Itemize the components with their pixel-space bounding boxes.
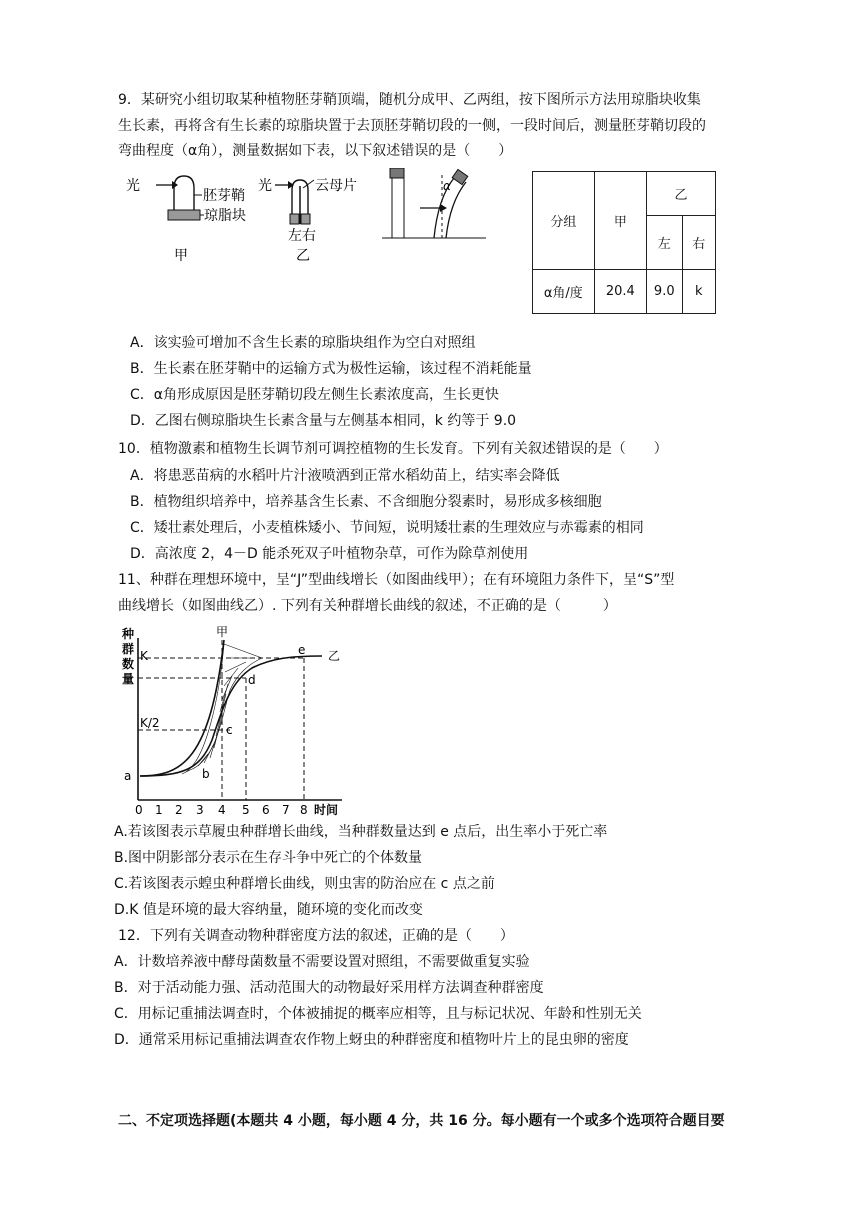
x-tick-6: 6 [262,803,270,817]
group-b-label: 乙 [296,248,310,264]
decapitated-segment [392,178,404,238]
q12-option-c: C．用标记重捕法调查时，个体被捕捉的概率应相等，且与标记状况、年龄和性别无关 [114,1006,642,1022]
x-axis-label: 时间 [314,803,339,817]
q12-stem: 12．下列有关调查动物种群密度方法的叙述，正确的是（ ） [118,928,514,944]
coleoptile-label: 胚芽鞘 [203,188,245,204]
curve-s [140,656,322,776]
group-a-label: 甲 [174,248,188,264]
q10-option-a: A．将患恶苗病的水稻叶片汁液喷洒到正常水稻幼苗上，结实率会降低 [130,468,560,484]
table-cell-right: k [682,270,715,314]
light-label-b: 光 [258,178,272,194]
q11-option-a: A.若该图表示草履虫种群增长曲线，当种群数量达到 e 点后，出生率小于死亡率 [114,824,608,840]
q12-option-a: A．计数培养液中酵母菌数量不需要设置对照组，不需要做重复实验 [114,954,530,970]
curve-j [140,640,224,776]
q9-coleoptile-figure [120,168,525,268]
y-axis-label-char: 群 [122,642,135,656]
k-label: K [140,649,148,663]
q11-option-c: C.若该图表示蝗虫种群增长曲线，则虫害的防治应在 c 点之前 [114,876,495,892]
q11-stem-line-2: 曲线增长（如图曲线乙）. 下列有关种群增长曲线的叙述，不正确的是（ ） [118,598,617,614]
q10-stem: 10．植物激素和植物生长调节剂可调控植物的生长发育。下列有关叙述错误的是（ ） [118,441,668,457]
q9-option-a: A．该实验可增加不含生长素的琼脂块组作为空白对照组 [130,335,476,351]
table-cell-a: 20.4 [594,270,646,314]
point-e: e [298,643,306,657]
table-row-label: α角/度 [533,270,595,314]
x-tick-0: 0 [135,803,143,817]
x-tick-8: 8 [300,803,308,817]
left-right-label: 左右 [288,228,316,244]
q12-option-d: D．通常采用标记重捕法调查农作物上蚜虫的种群密度和植物叶片上的昆虫卵的密度 [114,1032,629,1048]
x-tick-1: 1 [155,803,163,817]
y-axis-label-char: 种 [122,627,135,641]
point-a: a [124,769,132,783]
agar-on-segment [390,168,404,178]
table-header-a: 甲 [594,172,646,270]
x-tick-2: 2 [175,803,183,817]
coleoptile-tip-a [174,176,194,210]
section-2-heading: 二、不定项选择题(本题共 4 小题，每小题 4 分，共 16 分。每小题有一个或多个选项符合题目要 [118,1113,725,1129]
series-label-j: 甲 [216,625,229,639]
k-half-label: K/2 [140,716,160,730]
table-header-left: 左 [646,216,682,270]
q11-option-d: D.K 值是环境的最大容纳量，随环境的变化而改变 [114,902,423,918]
q9-data-table [532,171,716,314]
point-b: b [202,767,210,781]
agar-block-left [290,214,299,224]
q9-stem-line-1: 9．某研究小组切取某种植物胚芽鞘顶端，随机分成甲、乙两组，按下图所示方法用琼脂块收集 [118,92,701,108]
q10-option-d: D．高浓度 2，4－D 能杀死双子叶植物杂草，可作为除草剂使用 [130,546,529,562]
x-tick-3: 3 [196,803,204,817]
table-header-b: 乙 [646,172,715,216]
table-header-right: 右 [682,216,715,270]
q11-option-b: B.图中阴影部分表示在生存斗争中死亡的个体数量 [114,850,423,866]
mica-label: 云母片 [315,178,357,194]
series-label-s: 乙 [328,649,341,663]
light-label-a: 光 [126,178,140,194]
point-c: c [226,723,233,737]
q9-stem-line-3: 弯曲程度（α角），测量数据如下表，以下叙述错误的是（ ） [118,143,513,159]
q11-growth-chart [112,620,357,820]
q11-stem-line-1: 11、种群在理想环境中，呈“J”型曲线增长（如图曲线甲）；在有环境阻力条件下，呈“S”型 [118,572,675,588]
q10-option-c: C．矮壮素处理后，小麦植株矮小、节间短，说明矮壮素的生理效应与赤霉素的相同 [130,520,644,536]
q9-option-b: B．生长素在胚芽鞘中的运输方式为极性运输，该过程不消耗能量 [130,361,532,377]
agar-block-a [168,210,200,220]
agar-block-right [301,214,310,224]
agar-label: 琼脂块 [204,208,246,224]
point-d: d [248,673,256,687]
x-tick-5: 5 [242,803,250,817]
alpha-angle: α [443,179,451,193]
q9-stem-line-2: 生长素，再将含有生长素的琼脂块置于去顶胚芽鞘切段的一侧，一段时间后，测量胚芽鞘切段的 [118,118,706,134]
q12-option-b: B．对于活动能力强、活动范围大的动物最好采用样方法调查种群密度 [114,980,544,996]
y-axis-label-char: 量 [122,672,135,686]
q10-option-b: B．植物组织培养中，培养基含生长素、不含细胞分裂素时，易形成多核细胞 [130,494,602,510]
y-axis-label-char: 数 [122,657,135,671]
q9-option-d: D．乙图右侧琼脂块生长素含量与左侧基本相同，k 约等于 9.0 [130,413,517,429]
q9-option-c: C．α角形成原因是胚芽鞘切段左侧生长素浓度高，生长更快 [130,387,500,403]
x-tick-4: 4 [218,803,226,817]
table-cell-left: 9.0 [646,270,682,314]
arrow-head-icon [440,204,447,212]
x-tick-7: 7 [282,803,290,817]
table-header-group: 分组 [533,172,595,270]
